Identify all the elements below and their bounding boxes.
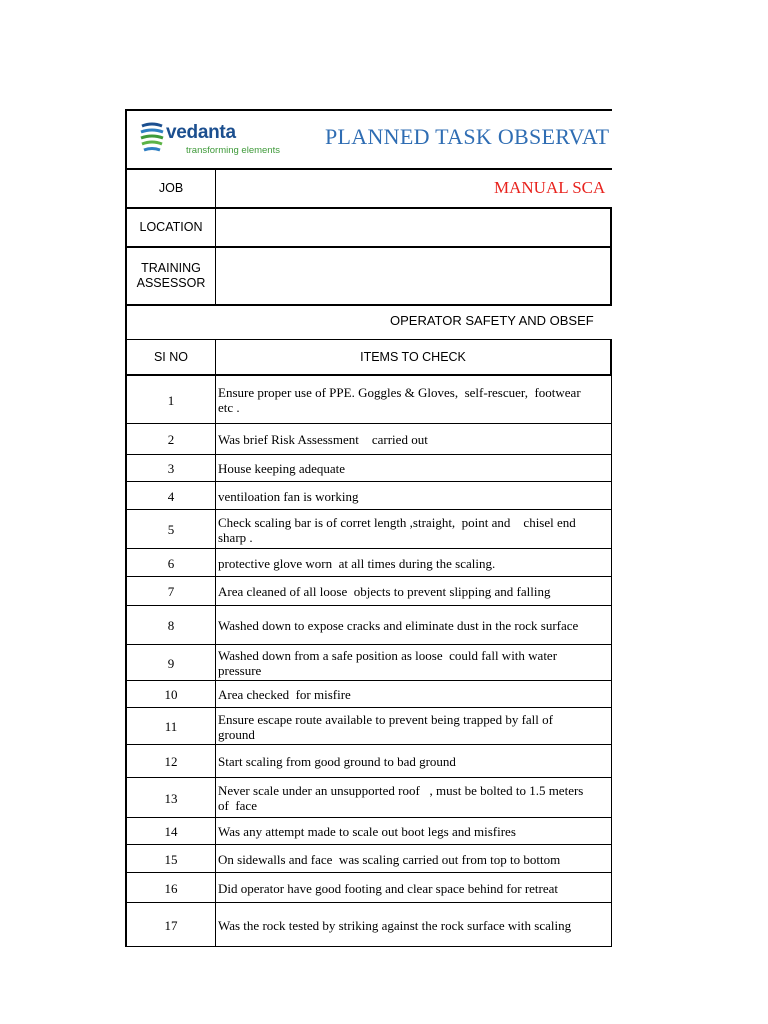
- checklist-item-text: ventiloation fan is working: [218, 488, 359, 504]
- row-number: 11: [164, 719, 178, 734]
- grid-line: [126, 207, 612, 209]
- grid-line: [126, 339, 612, 340]
- row-number: 16: [164, 880, 178, 896]
- checklist-item: [216, 818, 611, 845]
- grid-line: [611, 376, 612, 947]
- row-number: 17: [164, 917, 178, 933]
- checklist-item-text: Ensure escape route available to prevent being trapped by fall of: [218, 711, 553, 727]
- checklist-item: [216, 778, 611, 818]
- vedanta-logo-mark-icon: [138, 120, 166, 156]
- checklist-item-text: Area checked for misfire: [218, 687, 351, 702]
- grid-line: [215, 339, 216, 947]
- grid-line: [126, 946, 612, 947]
- checklist-item: [216, 681, 611, 708]
- job-value: MANUAL SCA: [494, 178, 606, 197]
- checklist-item-text: Was the rock tested by striking against the rock surface with scaling: [218, 917, 572, 933]
- checklist-item: [216, 845, 611, 873]
- checklist-item: [216, 606, 611, 645]
- row-number: 2: [167, 432, 175, 447]
- checklist-item-text-line2: sharp .: [218, 529, 253, 545]
- row-number: 9: [167, 655, 175, 671]
- checklist-item-text: Did operator have good footing and clear space behind for retreat: [218, 880, 559, 896]
- logo-wordmark: vedanta: [166, 122, 236, 143]
- checklist-item: [216, 577, 611, 606]
- row-number: 15: [164, 851, 178, 867]
- grid-line: [126, 304, 612, 306]
- grid-line: [610, 208, 612, 306]
- location-value-field[interactable]: [216, 208, 610, 246]
- checklist-item-text: Washed down from a safe position as loose could fall with water: [218, 648, 558, 663]
- job-label: JOB: [158, 180, 184, 195]
- training-assessor-value-field[interactable]: [216, 248, 610, 304]
- checklist-item: [216, 510, 611, 549]
- column-header-sino: SI NO: [153, 349, 189, 364]
- checklist-item-text-line2: ground: [218, 726, 255, 742]
- checklist-item-text-line2: of face: [218, 798, 257, 813]
- checklist-item-text: On sidewalls and face was scaling carried out from top to bottom: [218, 851, 561, 867]
- row-number: 7: [167, 584, 175, 599]
- checklist-item-text: protective glove worn at all times during the scaling.: [218, 555, 496, 571]
- grid-line: [126, 246, 612, 248]
- row-number: 8: [167, 618, 175, 633]
- grid-line: [126, 109, 612, 111]
- row-number: 10: [164, 687, 178, 702]
- checklist-item-text: Was any attempt made to scale out boot legs and misfires: [218, 824, 516, 839]
- grid-line: [215, 169, 216, 306]
- logo-tagline: transforming elements: [186, 145, 280, 156]
- page-title: PLANNED TASK OBSERVAT: [325, 124, 610, 149]
- checklist-item: [216, 745, 611, 778]
- row-number: 1: [167, 392, 175, 408]
- row-number: 12: [164, 754, 178, 769]
- training-assessor-label: [127, 248, 215, 304]
- row-number: 6: [167, 555, 175, 571]
- checklist-item-text: Never scale under an unsupported roof , must be bolted to 1.5 meters: [218, 783, 584, 798]
- row-number: 4: [167, 488, 175, 504]
- checklist-item: [216, 455, 611, 482]
- checklist-item: [216, 482, 611, 510]
- checklist-item-text-line2: pressure: [218, 663, 262, 678]
- grid-line: [610, 339, 612, 376]
- checklist-item-text: Was brief Risk Assessment carried out: [218, 432, 428, 447]
- checklist-item-text: Start scaling from good ground to bad ground: [218, 754, 456, 769]
- checklist-item-text: Washed down to expose cracks and eliminate dust in the rock surface: [218, 618, 579, 633]
- checklist-item-text: Area cleaned of all loose objects to prevent slipping and falling: [218, 584, 551, 599]
- grid-line: [126, 374, 612, 376]
- checklist-item: [216, 424, 611, 455]
- location-label: LOCATION: [139, 219, 203, 234]
- checklist-item: [216, 873, 611, 903]
- checklist-item: [216, 903, 611, 947]
- row-number: 14: [164, 824, 178, 839]
- row-number: 13: [164, 790, 178, 806]
- checklist-item: [216, 549, 611, 577]
- checklist-item: [216, 645, 611, 681]
- training-label-line2: ASSESSOR: [136, 276, 206, 290]
- row-number: 5: [167, 522, 175, 537]
- checklist-item: [216, 708, 611, 745]
- training-label-line1: TRAINING: [141, 261, 201, 275]
- checklist-item: [216, 376, 611, 424]
- checklist-item-text-line2: etc .: [218, 400, 240, 415]
- column-header-items: ITEMS TO CHECK: [360, 349, 466, 364]
- vedanta-logo: [138, 120, 288, 160]
- checklist-item-text: House keeping adequate: [218, 461, 346, 476]
- row-number: 3: [167, 461, 175, 476]
- checklist-item-text: Check scaling bar is of corret length ,straight, point and chisel end: [218, 514, 576, 530]
- checklist-item-text: Ensure proper use of PPE. Goggles & Gloves, self-rescuer, footwear: [218, 385, 581, 400]
- grid-line: [125, 109, 127, 947]
- grid-line: [126, 168, 612, 170]
- section-title: OPERATOR SAFETY AND OBSEF: [390, 313, 594, 328]
